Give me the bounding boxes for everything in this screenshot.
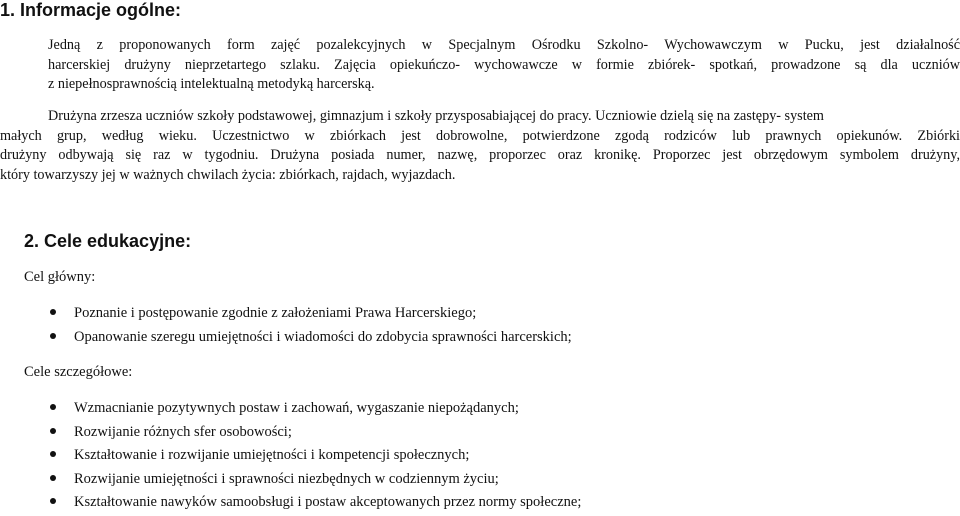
list-item: [0, 445, 581, 469]
bullet-icon: [50, 428, 56, 434]
paragraph-line: małych grup, według wieku. Uczestnictwo w zbiórkach jest dobrowolne, potwierdzone zgodą rodziców lub prawnych opiekunów. Zbiórki: [0, 127, 960, 144]
paragraph-line: harcerskiej drużyny nieprzetartego szlaku. Zajęcia opiekuńczo- wychowawcze w formie zbiórek- spotkań, prowadzone są dla uczniów: [48, 56, 960, 73]
general-info-paragraph-2: [0, 107, 960, 185]
list-item-text: Rozwijanie umiejętności i sprawności niezbędnych w codziennym życiu;: [74, 470, 499, 487]
bullet-icon: [50, 451, 56, 457]
bullet-icon: [50, 333, 56, 339]
main-goal-label: Cel główny:: [24, 269, 96, 285]
paragraph-line: który towarzyszy jej w ważnych chwilach życia: zbiórkach, rajdach, wyjazdach.: [0, 166, 456, 183]
bullet-icon: [50, 498, 56, 504]
paragraph-line: Drużyna zrzesza uczniów szkoły podstawowej, gimnazjum i szkoły przysposabiającej do pracy. Uczniowie dzielą się na zastępy- system: [48, 108, 824, 124]
bullet-icon: [50, 404, 56, 410]
paragraph-line: Jedną z proponowanych form zajęć pozalekcyjnych w Specjalnym Ośrodku Szkolno- Wychowawczym w Pucku, jest działalność: [48, 37, 960, 53]
list-item-text: Rozwijanie różnych sfer osobowości;: [74, 423, 292, 440]
specific-goals-label: Cele szczegółowe:: [24, 364, 133, 380]
section-1-heading: 1. Informacje ogólne:: [0, 0, 182, 20]
main-goals-list: [0, 303, 572, 350]
bullet-icon: [50, 475, 56, 481]
list-item: [0, 398, 581, 422]
list-item: [0, 469, 581, 493]
paragraph-line: drużyny odbywają się raz w tygodniu. Drużyna posiada numer, nazwę, proporzec oraz kronikę. Proporzec jest obrzędowym symbolem drużyny,: [0, 147, 960, 163]
list-item-text: Kształtowanie i rozwijanie umiejętności i kompetencji społecznych;: [74, 447, 470, 463]
specific-goals-list: [0, 398, 581, 516]
bullet-icon: [50, 309, 56, 315]
section-2-heading: 2. Cele edukacyjne:: [24, 231, 192, 251]
list-item-text: Wzmacnianie pozytywnych postaw i zachowań, wygaszanie niepożądanych;: [74, 400, 519, 416]
list-item: [0, 303, 572, 327]
list-item-text: Poznanie i postępowanie zgodnie z założeniami Prawa Harcerskiego;: [74, 305, 477, 321]
paragraph-line: z niepełnosprawnością intelektualną metodyką harcerską.: [48, 76, 375, 92]
list-item: [0, 327, 572, 351]
general-info-paragraph-1: [0, 36, 960, 95]
list-item-text: Kształtowanie nawyków samoobsługi i postaw akceptowanych przez normy społeczne;: [74, 494, 582, 510]
list-item: [0, 422, 581, 446]
list-item-text: Opanowanie szeregu umiejętności i wiadomości do zdobycia sprawności harcerskich;: [74, 328, 572, 345]
list-item: [0, 492, 581, 516]
